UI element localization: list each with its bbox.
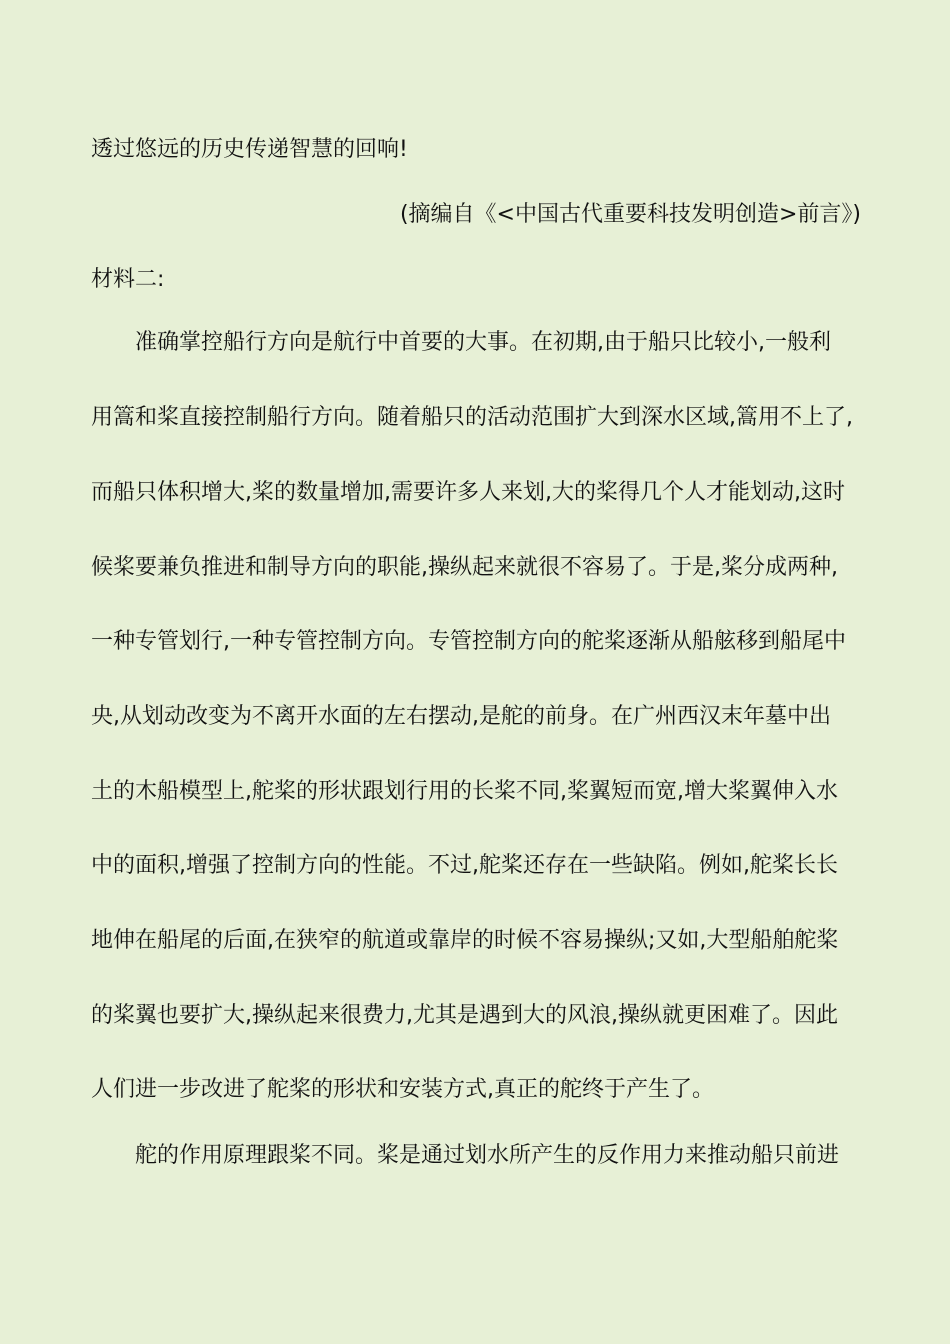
paragraph-1-line-11: 人们进一步改进了舵桨的形状和安装方式,真正的舵终于产生了。 xyxy=(91,1077,714,1102)
section-heading-material-two: 材料二: xyxy=(91,267,165,292)
paragraph-2-line-1: 舵的作用原理跟桨不同。桨是通过划水所产生的反作用力来推动船只前进 xyxy=(135,1143,840,1168)
paragraph-1-line-9: 地伸在船尾的后面,在狭窄的航道或靠岸的时候不容易操纵;又如,大型船舶舵桨 xyxy=(91,928,839,953)
paragraph-1-line-4: 候桨要兼负推进和制导方向的职能,操纵起来就很不容易了。于是,桨分成两种, xyxy=(91,555,838,580)
paragraph-1-line-2: 用篙和桨直接控制船行方向。随着船只的活动范围扩大到深水区域,篙用不上了, xyxy=(91,405,853,430)
paragraph-1-line-7: 土的木船模型上,舵桨的形状跟划行用的长桨不同,桨翼短而宽,增大桨翼伸入水 xyxy=(91,779,838,804)
paragraph-1-line-5: 一种专管划行,一种专管控制方向。专管控制方向的舵桨逐渐从船舷移到船尾中 xyxy=(91,629,846,654)
paragraph-1-line-10: 的桨翼也要扩大,操纵起来很费力,尤其是遇到大的风浪,操纵就更困难了。因此 xyxy=(91,1003,838,1028)
text-line-previous-ending: 透过悠远的历史传递智慧的回响! xyxy=(91,137,408,162)
source-citation: (摘编自《<中国古代重要科技发明创造>前言》) xyxy=(399,202,861,227)
paragraph-1-line-8: 中的面积,增强了控制方向的性能。不过,舵桨还存在一些缺陷。例如,舵桨长长 xyxy=(91,853,838,878)
paragraph-1-line-1: 准确掌控船行方向是航行中首要的大事。在初期,由于船只比较小,一般利 xyxy=(135,330,831,355)
paragraph-1-line-3: 而船只体积增大,桨的数量增加,需要许多人来划,大的桨得几个人才能划动,这时 xyxy=(91,480,845,505)
paragraph-1-line-6: 央,从划动改变为不离开水面的左右摆动,是舵的前身。在广州西汉末年墓中出 xyxy=(91,704,831,729)
